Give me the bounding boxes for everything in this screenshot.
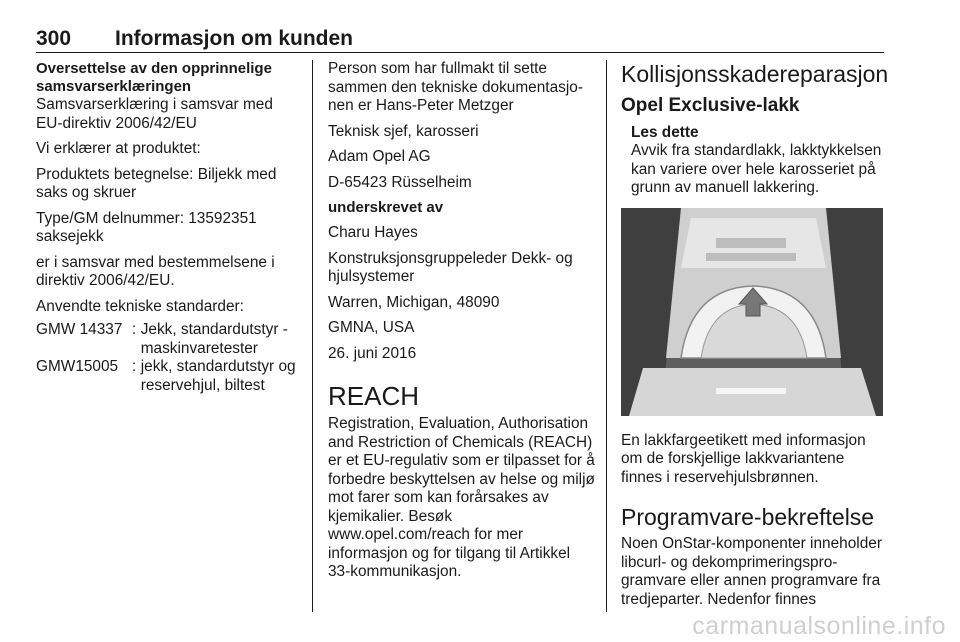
- signing-date: 26. juni 2016: [328, 344, 417, 362]
- watermark: carmanualsonline.info: [692, 612, 946, 640]
- standard-description: Jekk, standardutstyr - maskinvaretester: [140, 321, 288, 357]
- running-title: Informasjon om kunden: [115, 27, 354, 50]
- header-rule: [36, 52, 884, 53]
- authorized-person-para: Person som har fullmakt til sette sammen den tekniske dokumentasjonen er Hans-Peter Metzger: [328, 60, 583, 114]
- signer-location: Warren, Michigan, 48090: [328, 293, 500, 311]
- column-divider-1: [312, 60, 313, 612]
- page-number: 300: [36, 27, 72, 50]
- standard-code: GMW 14337: [36, 321, 123, 338]
- company-name: Adam Opel AG: [328, 148, 431, 165]
- declaration-para-1: Samsvarserklæring i samsvar med EU-direktiv 2006/42/EU: [36, 96, 273, 132]
- software-acknowledgement-heading: Programvare-bekreftelse: [621, 504, 875, 530]
- collision-repair-heading: Kollisjonsskadereparasjon: [621, 61, 889, 87]
- signer-title: Konstruksjonsgruppeleder Dekk- og hjulsystemer: [328, 249, 573, 285]
- photo-caption: En lakkfargeetikett med informasjon om de forskjellige lakkvariantene finnes i reservehjulsbrønnen.: [621, 431, 866, 486]
- table-row: [36, 358, 298, 395]
- standard-separator: :: [131, 321, 137, 338]
- note-text: Avvik fra standardlakk, lakktykkelsen kan variere over hele karosseriet på grunn av manuell lakkering.: [631, 142, 882, 196]
- signed-by-label: underskrevet av: [328, 199, 444, 216]
- spare-wheel-well-illustration: [621, 208, 883, 416]
- software-acknowledgement-text: Noen OnStar-komponenter inneholder libcurl- og dekomprimeringsprogramvare eller annen programvare fra tredjeparter. Nedenfor finnes: [621, 535, 882, 608]
- declaration-para-3: Produktets betegnelse: Biljekk med saks og skruer: [36, 165, 277, 201]
- column-2: [328, 60, 595, 582]
- standard-description: jekk, standardutstyr og reservehjul, biltest: [140, 358, 296, 394]
- declaration-para-5: er i samsvar med bestemmelsene i direktiv 2006/42/EU.: [36, 253, 275, 289]
- signer-name: Charu Hayes: [328, 224, 418, 241]
- declaration-para-2: Vi erklærer at produktet:: [36, 140, 201, 157]
- column-divider-2: [606, 60, 607, 612]
- reach-heading: REACH: [328, 381, 420, 411]
- declaration-para-4: Type/GM delnummer: 13592351 saksejekk: [36, 209, 257, 245]
- declaration-para-6: Anvendte tekniske standarder:: [36, 297, 244, 315]
- reach-text: Registration, Evaluation, Authorisation and Restriction of Chemicals (REACH) er et EU-regulativ som er tilpasset for å forbedre beskyttelsen av helse og miljø mot farer som kan forårsakes av kjemikalier. Besøk www.opel.com/reach for mer informasjon og for tilgang til Artikkel 33-kommunikasjon.: [328, 415, 595, 580]
- standard-separator: :: [131, 358, 137, 375]
- signer-region: GMNA, USA: [328, 319, 415, 336]
- page-header: [36, 27, 884, 53]
- standard-code: GMW15005: [36, 358, 119, 375]
- column-1: [36, 60, 298, 395]
- job-title: Teknisk sjef, karosseri: [328, 122, 479, 140]
- declaration-heading: Oversettelse av den opprinnelige samsvarserklæringen: [36, 60, 272, 95]
- table-row: [36, 321, 298, 358]
- note-box: [621, 124, 883, 198]
- standards-table: [36, 321, 298, 395]
- note-title: Les dette: [631, 124, 699, 141]
- exclusive-paint-heading: Opel Exclusive-lakk: [621, 95, 800, 116]
- column-3: [621, 60, 889, 609]
- company-address: D-65423 Rüsselheim: [328, 173, 472, 191]
